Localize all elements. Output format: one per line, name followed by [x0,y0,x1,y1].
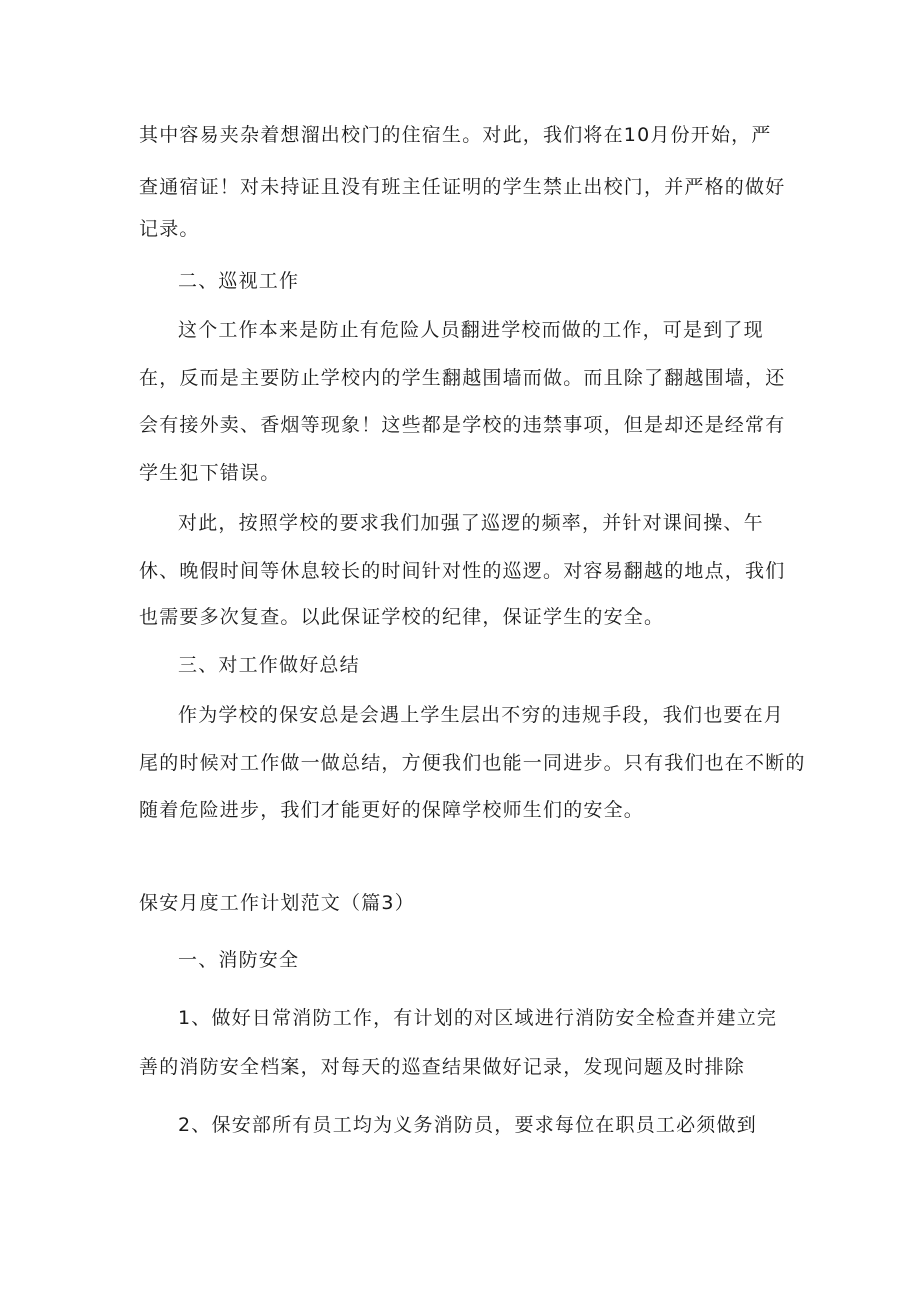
text-line: 尾的时候对工作做一做总结，方便我们也能一同进步。只有我们也在不断的 [139,752,806,774]
text-line: 这个工作本来是防止有危险人员翻进学校而做的工作，可是到了现 [178,319,764,341]
text-line: 记录。 [139,218,200,240]
text-line: 学生犯下错误。 [139,462,281,484]
text-line: 查通宿证！对未持证且没有班主任证明的学生禁止出校门，并严格的做好 [139,176,786,198]
text-line: 随着危险进步，我们才能更好的保障学校师生们的安全。 [139,799,645,821]
text-line: 对此，按照学校的要求我们加强了巡逻的频率，并针对课间操、午 [178,512,764,534]
text-line: 2、保安部所有员工均为义务消防员，要求每位在职员工必须做到 [178,1114,757,1136]
section-heading: 一、消防安全 [178,949,300,971]
text-line: 作为学校的保安总是会遇上学生层出不穷的违规手段，我们也要在月 [178,704,785,726]
text-line: 1、做好日常消防工作，有计划的对区域进行消防安全检查并建立完 [178,1007,778,1029]
text-line: 也需要多次复查。以此保证学校的纪律，保证学生的安全。 [139,606,665,628]
text-line: 会有接外卖、香烟等现象！这些都是学校的违禁事项，但是却还是经常有 [139,414,786,436]
document-subtitle: 保安月度工作计划范文（篇3） [139,892,415,914]
text-line: 其中容易夹杂着想溜出校门的住宿生。对此，我们将在10月份开始，严 [139,124,772,146]
section-heading: 二、巡视工作 [178,270,300,292]
text-line: 在，反而是主要防止学校内的学生翻越围墙而做。而且除了翻越围墙，还 [139,367,786,389]
section-heading: 三、对工作做好总结 [178,654,360,676]
text-line: 休、晚假时间等休息较长的时间针对性的巡逻。对容易翻越的地点，我们 [139,560,786,582]
text-line: 善的消防安全档案，对每天的巡查结果做好记录，发现问题及时排除 [139,1056,746,1078]
